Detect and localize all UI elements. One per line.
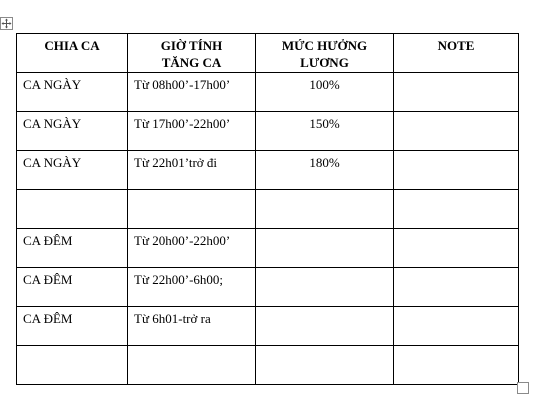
cell-note[interactable] [394,151,519,190]
cell-note[interactable] [394,346,519,385]
cell-note[interactable] [394,112,519,151]
cell-note[interactable] [394,307,519,346]
table-row [17,346,519,385]
header-shift-line1: CHIA CA [44,38,100,53]
table-row [17,229,519,268]
cell-shift[interactable]: CA ĐÊM [17,229,128,268]
cell-note[interactable] [394,73,519,112]
cell-rate[interactable]: 180% [256,151,394,190]
cell-rate[interactable] [256,190,394,229]
move-arrows-icon [1,18,12,29]
cell-hours[interactable]: Từ 22h01’trở đi [128,151,256,190]
header-shift[interactable] [17,34,128,73]
cell-hours[interactable]: Từ 20h00’-22h00’ [128,229,256,268]
cell-shift[interactable]: CA NGÀY [17,151,128,190]
cell-shift[interactable]: CA NGÀY [17,112,128,151]
cell-hours[interactable] [128,346,256,385]
cell-shift[interactable]: CA ĐÊM [17,268,128,307]
cell-note[interactable] [394,268,519,307]
cell-shift[interactable]: CA NGÀY [17,73,128,112]
header-rate-line1: MỨC HƯỞNG [281,38,368,53]
table-row [17,112,519,151]
cell-note[interactable] [394,190,519,229]
table-row [17,307,519,346]
cell-rate[interactable] [256,307,394,346]
cell-rate[interactable] [256,346,394,385]
header-overtime-hours[interactable] [128,34,256,73]
cell-note[interactable] [394,229,519,268]
table-row [17,268,519,307]
cell-shift[interactable] [17,346,128,385]
cell-hours[interactable] [128,190,256,229]
cell-hours[interactable]: Từ 17h00’-22h00’ [128,112,256,151]
header-note-line1: NOTE [437,38,475,53]
header-hours-line1: GIỜ TÍNH [160,38,223,53]
cell-hours[interactable]: Từ 6h01-trở ra [128,307,256,346]
cell-rate[interactable]: 150% [256,112,394,151]
table-header-row [17,34,519,73]
header-note[interactable] [394,34,519,73]
table-row [17,73,519,112]
cell-shift[interactable] [17,190,128,229]
cell-hours[interactable]: Từ 08h00’-17h00’ [128,73,256,112]
overtime-shift-table [16,33,519,385]
cell-rate[interactable] [256,268,394,307]
cell-shift[interactable]: CA ĐÊM [17,307,128,346]
header-pay-rate[interactable] [256,34,394,73]
header-hours-line2: TĂNG CA [161,55,222,70]
cell-rate[interactable]: 100% [256,73,394,112]
table-row [17,151,519,190]
table-row [17,190,519,229]
cell-hours[interactable]: Từ 22h00’-6h00; [128,268,256,307]
table-move-handle-icon[interactable] [0,17,13,30]
table-resize-handle[interactable] [517,382,529,394]
cell-rate[interactable] [256,229,394,268]
header-rate-line2: LƯƠNG [300,55,349,70]
